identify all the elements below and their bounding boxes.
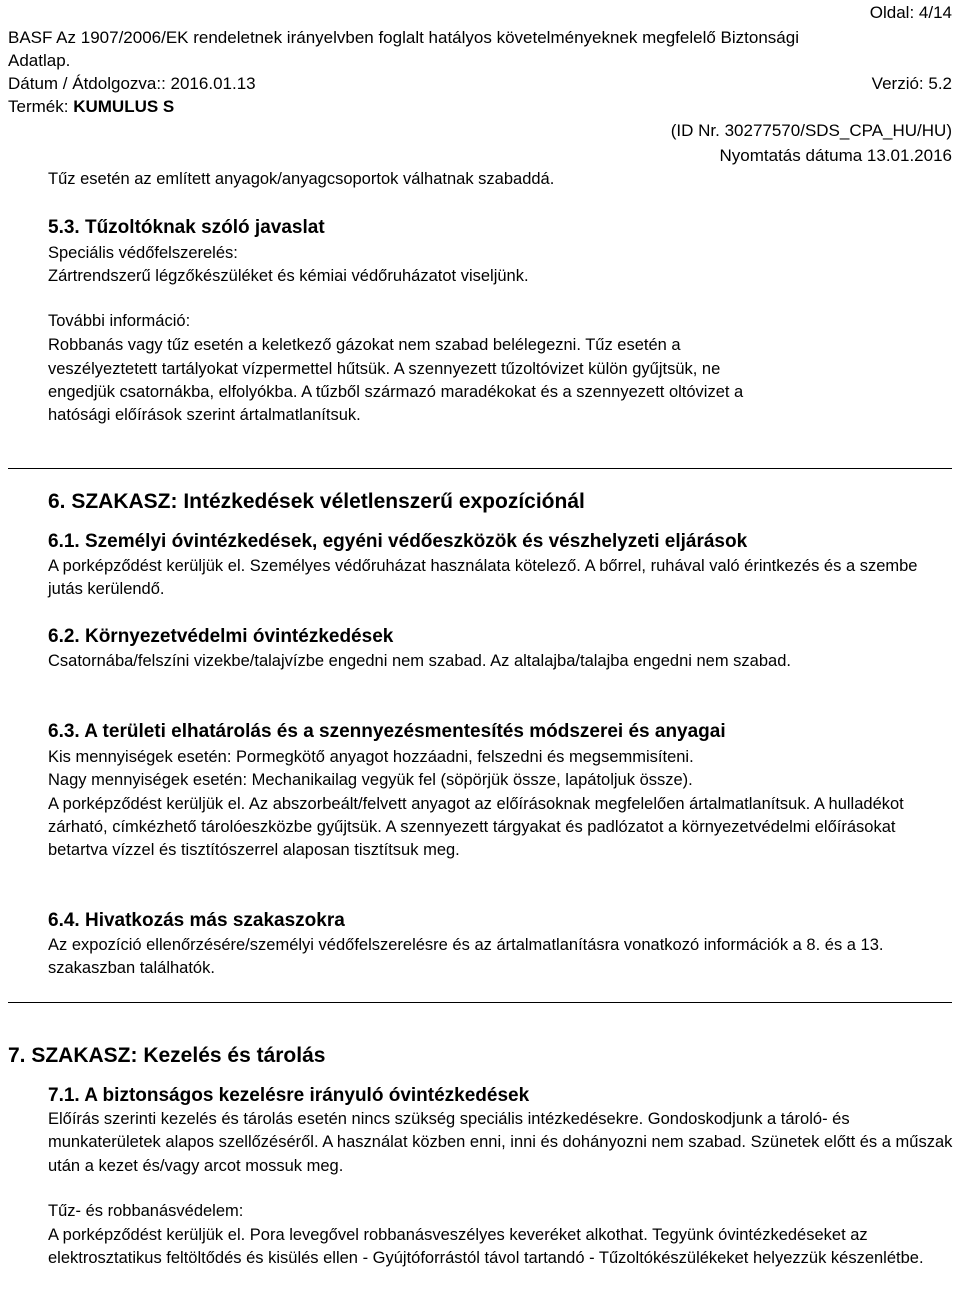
s61-text: A porképződést kerüljük el. Személyes védőruházat használata kötelező. A bőrrel, ruhával való érintkezés és a szembe jutás kerülendő.	[48, 557, 918, 599]
s53-line-1: Speciális védőfelszerelés:	[48, 244, 238, 262]
s64-title: 6.4. Hivatkozás más szakaszokra	[48, 910, 345, 931]
page-number: Oldal: 4/14	[869, 3, 952, 22]
s53-line-2: Zártrendszerű légzőkészüléket és kémiai védőruházatot viseljünk.	[48, 267, 529, 285]
s71-title: 7.1. A biztonságos kezelésre irányuló óvintézkedések	[48, 1085, 530, 1106]
fire-protection-title: Tűz- és robbanásvédelem:	[48, 1202, 244, 1220]
section7-title: 7. SZAKASZ: Kezelés és tárolás	[8, 1044, 326, 1067]
section-divider	[8, 1002, 952, 1003]
section6-title: 6. SZAKASZ: Intézkedések véletlenszerű expozíciónál	[48, 490, 585, 513]
s62-text: Csatornába/felszíni vizekbe/talajvízbe engedni nem szabad. Az altalajba/talajba engedni nem szabad.	[48, 652, 791, 670]
s62-title: 6.2. Környezetvédelmi óvintézkedések	[48, 626, 394, 647]
product-label: Termék:	[8, 97, 69, 116]
print-date: Nyomtatás dátuma 13.01.2016	[719, 146, 952, 165]
s63-text: Kis mennyiségek esetén: Pormegkötő anyagot hozzáadni, felszedni és megsemmisíteni. Nagy mennyiségek esetén: Mechanikailag vegyük fel (söpörjük össze, lapátoljuk össze). A porképződést kerüljük el. Az abszorbeált/felvett anyagot az előírásoknak megfelelően ártalmatlanítsuk. A hulladékot zárható, címkézhető tárolóeszközbe gyűjtsük. A szennyezett tárgyakat és padlózatot a környezetvédelmi előírásokat betartva vízzel és tisztítószerrel alaposan tisztítsuk meg.	[48, 748, 904, 860]
s61-title: 6.1. Személyi óvintézkedések, egyéni védőeszközök és vészhelyzeti eljárások	[48, 531, 748, 552]
fire-protection-text: A porképződést kerüljük el. Pora levegővel robbanásveszélyes keveréket alkothat. Tegyünk óvintézkedéseket az elektrosztatikus feltöltődés és kisülés ellen - Gyújtóforrástól távol tartandó - Tűzoltókészülékeket helyezzük készenlétbe.	[48, 1226, 924, 1268]
regulation-line-2: Adatlap.	[8, 51, 71, 70]
version: Verzió: 5.2	[871, 74, 952, 93]
s53-title: 5.3. Tűzoltóknak szóló javaslat	[48, 217, 325, 238]
further-info-line-4: hatósági előírások szerint ártalmatlanítsuk.	[48, 406, 361, 424]
s64-text: Az expozíció ellenőrzésére/személyi védőfelszerelésre és az ártalmatlanításra vonatkozó információk a 8. és a 13. szakaszban találhatók.	[48, 936, 884, 978]
further-info-title: További információ:	[48, 312, 191, 330]
section5-carry-over: Tűz esetén az említett anyagok/anyagcsoportok válhatnak szabaddá.	[48, 170, 555, 188]
section-divider	[8, 468, 952, 469]
id-number: (ID Nr. 30277570/SDS_CPA_HU/HU)	[670, 121, 952, 140]
further-info-line-3: engedjük csatornákba, elfolyókba. A tűzből származó maradékokat és a szennyezett oltóvizet a	[48, 383, 744, 401]
regulation-line-1: BASF Az 1907/2006/EK rendeletnek irányelvben foglalt hatályos követelményeknek megfelelő Biztonsági	[8, 28, 799, 47]
product-line	[8, 96, 174, 117]
further-info-line-2: veszélyeztetett tartályokat vízpermettel hűtsük. A szennyezett tűzoltóvizet külön gyűjtsük, ne	[48, 360, 721, 378]
further-info-line-1: Robbanás vagy tűz esetén a keletkező gázokat nem szabad belélegezni. Tűz esetén a	[48, 336, 681, 354]
product-name: KUMULUS S	[73, 97, 175, 116]
revision-date: Dátum / Átdolgozva:: 2016.01.13	[8, 74, 256, 93]
s71-text: Előírás szerinti kezelés és tárolás esetén nincs szükség speciális intézkedésekre. Gondoskodjunk a tároló- és munkaterületek alapos szellőzéséről. A használat közben enni, inni és dohányozni nem szabad. Szünetek előtt és a műszak után a kezet és/vagy arcot mossuk meg.	[48, 1110, 953, 1175]
s63-title: 6.3. A területi elhatárolás és a szennyezésmentesítés módszerei és anyagai	[48, 721, 726, 742]
